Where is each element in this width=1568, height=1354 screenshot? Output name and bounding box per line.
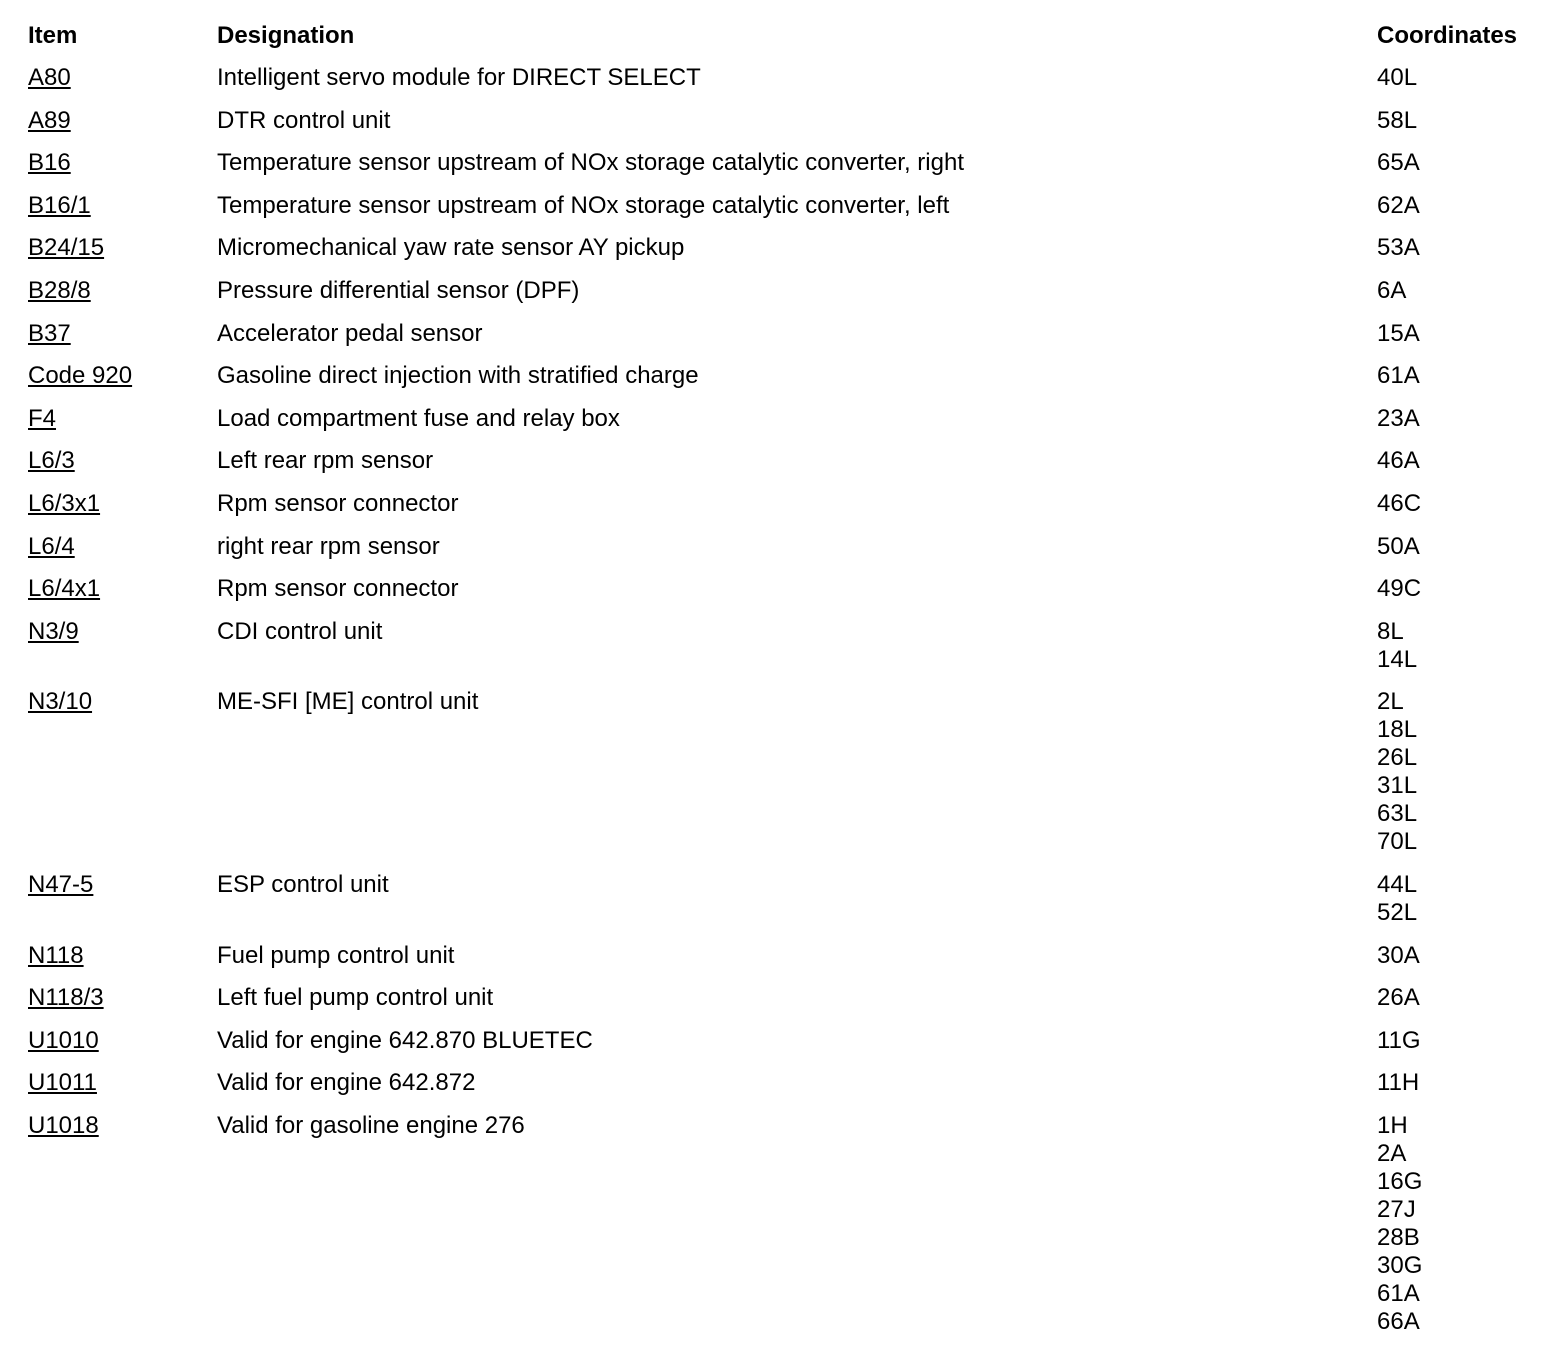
coordinates-cell	[1377, 234, 1548, 277]
item-cell	[28, 984, 217, 1027]
designation-cell: Temperature sensor upstream of NOx storage catalytic converter, right	[217, 149, 964, 177]
item-link[interactable]: U1018	[28, 1111, 99, 1139]
item-cell	[28, 277, 217, 320]
coordinate-value: 63L	[1377, 800, 1418, 828]
designation-cell: Temperature sensor upstream of NOx storage catalytic converter, left	[217, 191, 950, 219]
coordinate-value: 30A	[1377, 941, 1420, 969]
designation-cell: Pressure differential sensor (DPF)	[217, 276, 580, 304]
item-cell	[28, 575, 217, 618]
item-cell	[28, 107, 217, 150]
item-cell	[28, 234, 217, 277]
coordinates-cell	[1377, 490, 1548, 533]
item-link[interactable]: F4	[28, 404, 57, 432]
coordinates-cell	[1377, 192, 1548, 235]
designation-cell: CDI control unit	[217, 617, 383, 645]
designation-cell: ME-SFI [ME] control unit	[217, 688, 479, 716]
coordinate-value: 44L	[1377, 870, 1418, 898]
item-cell	[28, 320, 217, 363]
table-row	[28, 107, 1548, 150]
item-link[interactable]: A80	[28, 64, 71, 91]
designation-cell: DTR control unit	[217, 106, 391, 134]
table-row	[28, 533, 1548, 576]
coordinate-value: 53A	[1377, 234, 1420, 262]
coordinate-value: 46A	[1377, 447, 1420, 475]
header-row	[28, 22, 1548, 64]
table-row	[28, 64, 1548, 107]
designation-cell: Fuel pump control unit	[217, 941, 455, 969]
coordinate-value: 58L	[1377, 106, 1418, 134]
coordinate-value: 2A	[1377, 1139, 1407, 1167]
item-cell	[28, 1027, 217, 1070]
item-cell	[28, 362, 217, 405]
coordinate-value: 1H	[1377, 1111, 1408, 1139]
coordinate-value: 66A	[1377, 1307, 1420, 1335]
designation-cell: Rpm sensor connector	[217, 575, 459, 603]
table-row	[28, 942, 1548, 985]
item-link[interactable]: U1010	[28, 1026, 99, 1054]
coordinate-value: 46C	[1377, 489, 1422, 517]
table-row	[28, 277, 1548, 320]
item-cell	[28, 405, 217, 448]
table-row	[28, 490, 1548, 533]
item-link[interactable]: B24/15	[28, 234, 105, 262]
coordinates-cell	[1377, 277, 1548, 320]
table-row	[28, 1027, 1548, 1070]
coordinate-value: 49C	[1377, 575, 1422, 603]
designation-cell: Micromechanical yaw rate sensor AY pickup	[217, 234, 685, 262]
coordinates-cell	[1377, 688, 1548, 871]
coordinates-cell	[1377, 575, 1548, 618]
coordinate-value: 28B	[1377, 1223, 1420, 1251]
coordinates-cell	[1377, 1112, 1548, 1351]
table-row	[28, 447, 1548, 490]
table-row	[28, 1112, 1548, 1351]
designation-cell: Left rear rpm sensor	[217, 447, 434, 475]
coordinate-value: 61A	[1377, 1279, 1420, 1307]
item-cell	[28, 64, 217, 107]
item-link[interactable]: N3/9	[28, 617, 79, 645]
item-link[interactable]: B16	[28, 149, 71, 177]
coordinates-cell	[1377, 984, 1548, 1027]
coordinate-value: 23A	[1377, 404, 1420, 432]
table-row	[28, 575, 1548, 618]
table-row	[28, 149, 1548, 192]
coordinate-value: 18L	[1377, 716, 1418, 744]
coordinate-value: 70L	[1377, 828, 1418, 856]
designation-cell: Left fuel pump control unit	[217, 984, 494, 1012]
designation-cell: Valid for engine 642.872	[217, 1069, 476, 1097]
coordinate-value: 15A	[1377, 319, 1420, 347]
coordinate-value: 8L	[1377, 617, 1404, 645]
item-link[interactable]: B28/8	[28, 276, 91, 304]
designation-cell: Gasoline direct injection with stratified charge	[217, 362, 699, 390]
designation-cell: Accelerator pedal sensor	[217, 319, 483, 347]
item-cell	[28, 149, 217, 192]
coordinates-cell	[1377, 149, 1548, 192]
item-cell	[28, 1112, 217, 1351]
item-cell	[28, 618, 217, 689]
designation-cell: Load compartment fuse and relay box	[217, 404, 620, 432]
coordinates-cell	[1377, 618, 1548, 689]
coordinate-value: 26A	[1377, 984, 1420, 1012]
item-link[interactable]: N47-5	[28, 870, 94, 898]
table-row	[28, 984, 1548, 1027]
designation-cell: right rear rpm sensor	[217, 532, 440, 560]
designation-cell: Intelligent servo module for DIRECT SELECT	[217, 64, 701, 91]
coordinates-cell	[1377, 1027, 1548, 1070]
coordinate-value: 50A	[1377, 532, 1420, 560]
item-link[interactable]: N118	[28, 941, 84, 969]
coordinate-value: 31L	[1377, 772, 1418, 800]
table-row	[28, 871, 1548, 942]
item-cell	[28, 192, 217, 235]
coordinate-value: 26L	[1377, 744, 1418, 772]
item-link[interactable]: B16/1	[28, 191, 91, 219]
coordinates-cell	[1377, 942, 1548, 985]
coordinate-value: 11H	[1377, 1069, 1420, 1097]
coordinates-cell	[1377, 1069, 1548, 1112]
designation-cell: ESP control unit	[217, 870, 389, 898]
item-link[interactable]: L6/3	[28, 447, 75, 475]
item-link[interactable]: L6/4	[28, 532, 75, 560]
header-item: Item	[28, 22, 78, 49]
item-cell	[28, 447, 217, 490]
item-link[interactable]: L6/3x1	[28, 489, 101, 517]
table-row	[28, 192, 1548, 235]
coordinate-value: 62A	[1377, 191, 1420, 219]
item-link[interactable]: A89	[28, 106, 71, 134]
designation-cell: Valid for gasoline engine 276	[217, 1111, 525, 1139]
coordinate-value: 52L	[1377, 898, 1418, 926]
designation-cell: Valid for engine 642.870 BLUETEC	[217, 1026, 593, 1054]
item-link[interactable]: N118/3	[28, 984, 104, 1012]
coordinate-value: 30G	[1377, 1251, 1423, 1279]
coordinate-value: 16G	[1377, 1167, 1423, 1195]
item-cell	[28, 942, 217, 985]
item-link[interactable]: B37	[28, 319, 71, 347]
header-coordinates: Coordinates	[1377, 22, 1518, 49]
item-link[interactable]: N3/10	[28, 688, 93, 716]
coordinate-value: 14L	[1377, 645, 1418, 673]
coordinates-cell	[1377, 405, 1548, 448]
coordinate-value: 11G	[1377, 1026, 1421, 1054]
coordinate-value: 61A	[1377, 362, 1420, 390]
item-link[interactable]: U1011	[28, 1069, 97, 1097]
coordinate-value: 2L	[1377, 688, 1404, 716]
item-cell	[28, 1069, 217, 1112]
coordinates-cell	[1377, 64, 1548, 107]
coordinate-value: 6A	[1377, 276, 1407, 304]
table-row	[28, 362, 1548, 405]
coordinates-cell	[1377, 107, 1548, 150]
designation-cell: Rpm sensor connector	[217, 489, 459, 517]
coordinates-cell	[1377, 871, 1548, 942]
item-link[interactable]: L6/4x1	[28, 575, 101, 603]
legend-rows	[28, 64, 1548, 1350]
coordinates-cell	[1377, 362, 1548, 405]
item-cell	[28, 871, 217, 942]
coordinate-value: 65A	[1377, 149, 1420, 177]
component-legend-table	[28, 22, 1548, 1350]
coordinates-cell	[1377, 320, 1548, 363]
coordinates-cell	[1377, 447, 1548, 490]
item-cell	[28, 688, 217, 871]
item-link[interactable]: Code 920	[28, 362, 133, 390]
item-cell	[28, 533, 217, 576]
coordinate-value: 40L	[1377, 64, 1418, 91]
header-designation: Designation	[217, 22, 355, 49]
item-cell	[28, 490, 217, 533]
table-row	[28, 320, 1548, 363]
table-row	[28, 618, 1548, 689]
table-row	[28, 688, 1548, 871]
table-row	[28, 1069, 1548, 1112]
table-row	[28, 405, 1548, 448]
coordinate-value: 27J	[1377, 1195, 1416, 1223]
coordinates-cell	[1377, 533, 1548, 576]
table-row	[28, 234, 1548, 277]
